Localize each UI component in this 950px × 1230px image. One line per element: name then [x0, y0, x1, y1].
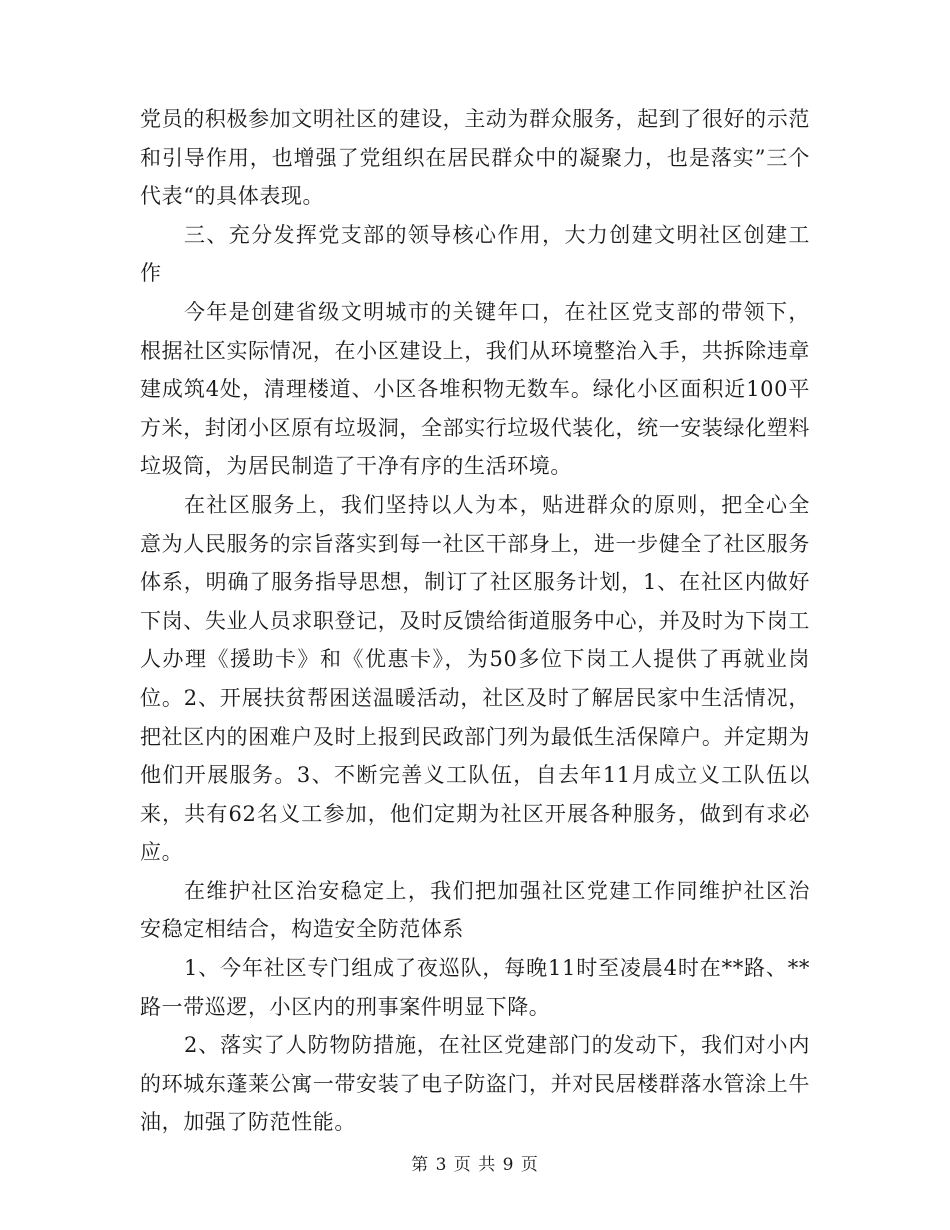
document-body [140, 100, 810, 1142]
paragraph-community-service: 在社区服务上，我们坚持以人为本，贴进群众的原则，把全心全意为人民服务的宗旨落实到每一社区干部身上，进一步健全了社区服务体系，明确了服务指导思想，制订了社区服务计划，1、在社区内做好下岗、失业人员求职登记，及时反馈给街道服务中心，并及时为下岗工人办理《援助卡》和《优惠卡》，为50多位下岗工人提供了再就业岗位。2、开展扶贫帮困送温暖活动，社区及时了解居民家中生活情况，把社区内的困难户及时上报到民政部门列为最低生活保障户。并定期为他们开展服务。3、不断完善义工队伍，自去年11月成立义工队伍以来，共有62名义工参加，他们定期为社区开展各种服务，做到有求必应。 [140, 492, 810, 865]
list-item-security-measures: 2、落实了人防物防措施，在社区党建部门的发动下，我们对小内的环城东蓬莱公寓一带安装了电子防盗门，并对民居楼群落水管涂上牛油，加强了防范性能。 [140, 1033, 810, 1135]
list-item-night-patrol: 1、今年社区专门组成了夜巡队，每晚11时至凌晨4时在**路、**路一带巡逻，小区内的刑事案件明显下降。 [140, 956, 810, 1019]
page-number-footer: 第 3 页 共 9 页 [411, 1155, 539, 1175]
paragraph-environment: 今年是创建省级文明城市的关键年口，在社区党支部的带领下，根据社区实际情况，在小区建设上，我们从环境整治入手，共拆除违章建成筑4处，清理楼道、小区各堆积物无数车。绿化小区面积近100平方米，封闭小区原有垃圾洞，全部实行垃圾代装化，统一安装绿化塑料垃圾筒，为居民制造了干净有序的生活环境。 [140, 299, 810, 479]
paragraph-public-security: 在维护社区治安稳定上，我们把加强社区党建工作同维护社区治安稳定相结合，构造安全防范体系 [140, 878, 810, 942]
paragraph-continuation: 党员的积极参加文明社区的建设，主动为群众服务，起到了很好的示范和引导作用，也增强了党组织在居民群众中的凝聚力，也是落实”三个代表“的具体表现。 [140, 107, 810, 209]
section-heading-three: 三、充分发挥党支部的领导核心作用，大力创建文明社区创建工作 [140, 222, 810, 286]
